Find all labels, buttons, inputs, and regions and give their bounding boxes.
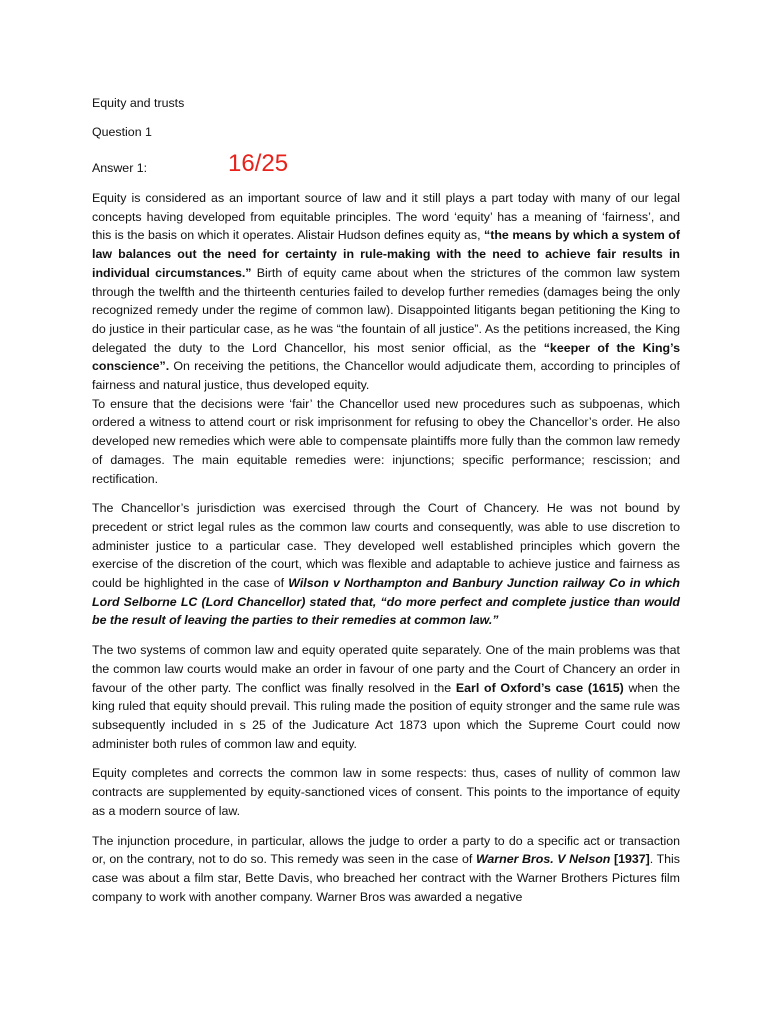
wilson-case-citation: Wilson v Northampton and Banbury Junction railway Co in which Lord Selborne LC (Lord Chancellor) stated that, “do more perfect and complete justice than would be the result of leaving the parties to their remedies at common law.” — [92, 576, 680, 628]
paragraph-6-text-a: The injunction procedure, in particular, allows the judge to order a party to do a specific act or transaction or, on the contrary, not to do so. This remedy was seen in the case of — [92, 833, 680, 867]
answer-label: Answer 1: — [92, 161, 148, 175]
paragraph-6-text-b: . This case was about a film star, Bette Davis, who breached her contract with the Warner Brothers Pictures film company to work with another company. Warner Bros was awarded a negative — [92, 852, 680, 904]
paragraph-4 — [92, 641, 680, 753]
kings-conscience-quote: “keeper of the King’s conscience”. — [92, 340, 680, 374]
document-title: Equity and trusts — [92, 96, 185, 110]
warner-case-name: Warner Bros. V Nelson — [475, 852, 611, 867]
answer-row — [92, 151, 680, 177]
paragraph-6 — [92, 832, 680, 907]
paragraph-5: Equity completes and corrects the common law in some respects: thus, cases of nullity of common law contracts are supplemented by equity-sanctioned vices of consent. This points to the importance of equity as a modern source of law. — [92, 766, 680, 818]
paragraph-1-text-c: On receiving the petitions, the Chancellor would adjudicate them, according to principles of fairness and natural justice, thus developed equity. — [92, 359, 680, 393]
earl-of-oxford-case: Earl of Oxford’s case (1615) — [455, 680, 624, 695]
paragraph-1-text-a: Equity is considered as an important source of law and it still plays a part today with many of our legal concepts having developed from equitable principles. The word ‘equity’ has a meaning of ‘fairness’, and this is the basis on which it operates. Alistair Hudson defines equity as, — [92, 191, 680, 243]
paragraph-1 — [92, 189, 680, 395]
paragraph-3 — [92, 499, 680, 630]
question-heading: Question 1 — [92, 125, 152, 139]
paragraph-4-text-b: when the king ruled that equity should prevail. This ruling made the position of equity stronger and the same rule was subsequently included in s 25 of the Judicature Act 1873 upon which the Supreme Court could now administer both rules of common law and equity. — [92, 680, 680, 751]
paragraph-4-text-a: The two systems of common law and equity operated quite separately. One of the main problems was that the common law courts would make an order in favour of one party and the Court of Chancery an order in favour of the other party. The conflict was finally resolved in the — [92, 643, 680, 695]
paragraph-2: To ensure that the decisions were ‘fair’ the Chancellor used new procedures such as subpoenas, which ordered a witness to attend court or risk imprisonment for refusing to obey the Chancellor’s order. He also developed new remedies which were able to compensate plaintiffs more fully than the common law remedy of damages. The main equitable remedies were: injunctions; specific performance; rescission; and rectification. — [92, 396, 680, 486]
hudson-definition-quote: “the means by which a system of law balances out the need for certainty in rule-making with the need to achieve fair results in individual circumstances.” — [92, 228, 680, 280]
paragraph-3-text-a: The Chancellor’s jurisdiction was exercised through the Court of Chancery. He was not bound by precedent or strict legal rules as the common law courts and consequently, was able to use discretion to administer justice to a particular case. They developed well established principles which govern the exercise of the discretion of the court, which was flexible and adaptable to achieve justice and fairness as could be highlighted in the case of — [92, 501, 680, 591]
score-mark: 16/25 — [228, 150, 289, 177]
paragraph-1-text-b: Birth of equity came about when the strictures of the common law system through the twelfth and the thirteenth centuries failed to develop further remedies (damages being the only recognized remedy under the regime of common law). Disappointed litigants began petitioning the King to do justice in their particular case, as he was “the fountain of all justice”. As the petitions increased, the King delegated the duty to the Lord Chancellor, his most senior official, as the — [92, 265, 680, 355]
warner-case-year: [1937] — [610, 852, 650, 867]
